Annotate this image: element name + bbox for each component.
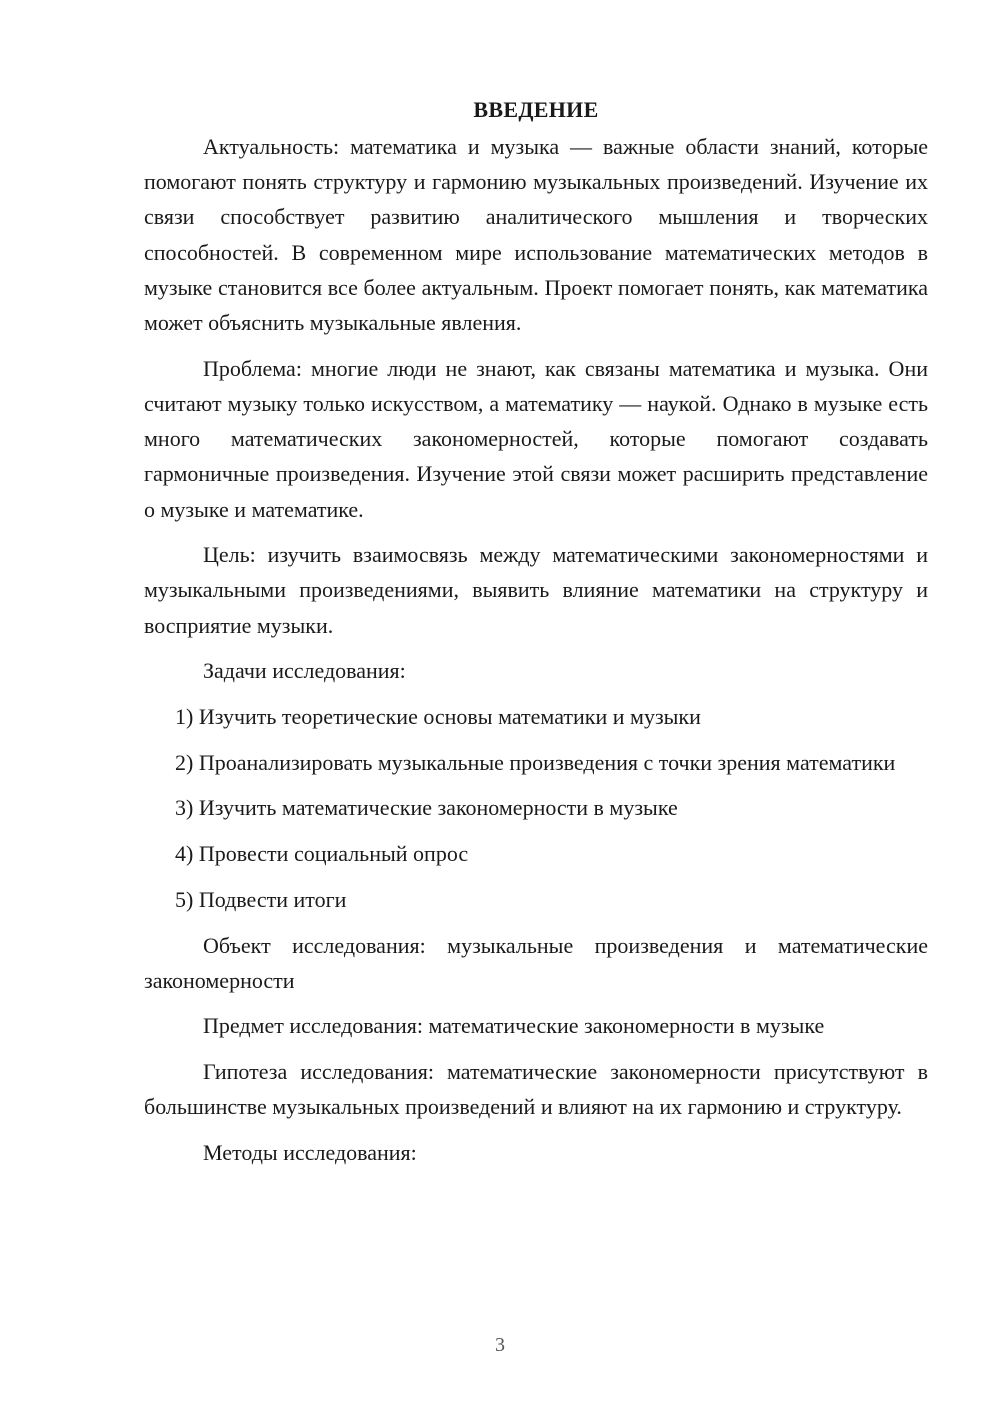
task-item-2: 2) Проанализировать музыкальные произведения с точки зрения математики	[175, 749, 896, 775]
task-item-4: 4) Провести социальный опрос	[175, 841, 469, 867]
task-item-1: 1) Изучить теоретические основы математики и музыки	[175, 704, 701, 730]
tasks-title: Задачи исследования:	[203, 658, 406, 684]
paragraph-subject: Предмет исследования: математические закономерности в музыке	[203, 1013, 825, 1039]
methods-title: Методы исследования:	[203, 1140, 417, 1166]
section-heading: ВВЕДЕНИЕ	[473, 97, 599, 122]
task-item-5: 5) Подвести итоги	[175, 886, 347, 912]
document-page	[144, 92, 928, 1181]
paragraph-goal: Цель: изучить взаимосвязь между математическими закономерностями и музыкальными произведениями, выявить влияние математики на структуру и восприятие музыки.	[144, 542, 928, 638]
task-item-3: 3) Изучить математические закономерности в музыке	[175, 795, 678, 821]
paragraph-relevance: Актуальность: математика и музыка — важные области знаний, которые помогают понять структуру и гармонию музыкальных произведений. Изучение их связи способствует развитию аналитического мышления и творческих способностей. В современном мире использование математических методов в музыке становится все более актуальным. Проект помогает понять, как математика может объяснить музыкальные явления.	[144, 134, 928, 336]
paragraph-object: Объект исследования: музыкальные произведения и математические закономерности	[144, 932, 928, 993]
page-number: 3	[495, 1334, 505, 1356]
paragraph-problem: Проблема: многие люди не знают, как связаны математика и музыка. Они считают музыку только искусством, а математику — наукой. Однако в музыке есть много математических закономерностей, которые помогают создавать гармоничные произведения. Изучение этой связи может расширить представление о музыке и математике.	[144, 355, 928, 522]
paragraph-hypothesis: Гипотеза исследования: математические закономерности присутствуют в большинстве музыкальных произведений и влияют на их гармонию и структуру.	[144, 1059, 928, 1120]
